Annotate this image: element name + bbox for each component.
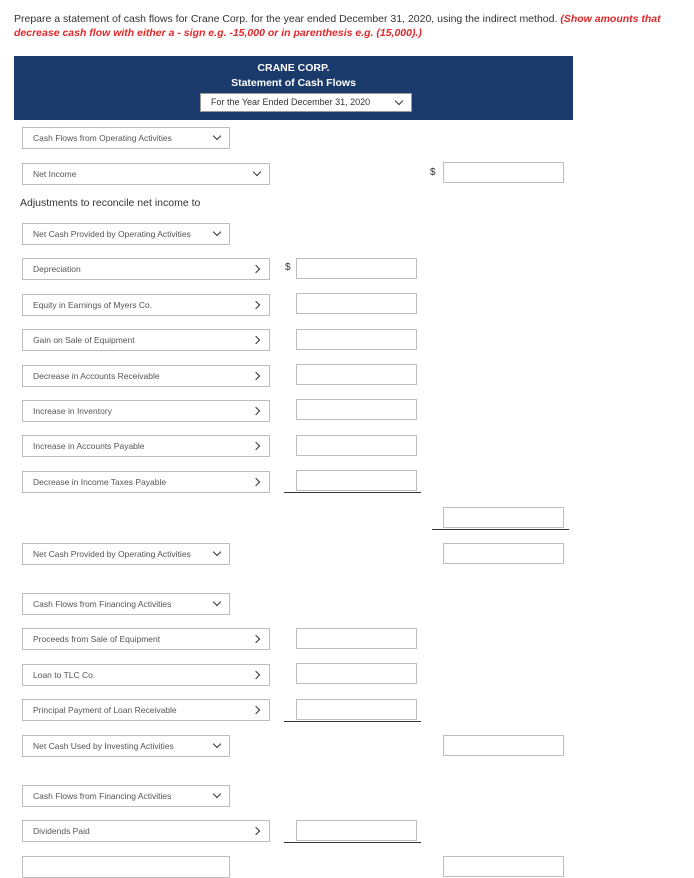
increase-ap-amount-input[interactable] bbox=[296, 435, 417, 456]
chevron-right-icon bbox=[252, 827, 260, 835]
select-value: Principal Payment of Loan Receivable bbox=[33, 705, 177, 715]
dividends-paid-amount-input[interactable] bbox=[296, 820, 417, 841]
proceeds-sale-equipment-select[interactable] bbox=[22, 628, 270, 650]
increase-inventory-amount-input[interactable] bbox=[296, 399, 417, 420]
net-cash-operating-amount-input[interactable] bbox=[443, 543, 564, 564]
select-value: Net Cash Provided by Operating Activities bbox=[33, 549, 191, 559]
subtotal-underline bbox=[284, 492, 421, 493]
instructions bbox=[14, 12, 674, 40]
decrease-ar-amount-input[interactable] bbox=[296, 364, 417, 385]
chevron-down-icon bbox=[213, 598, 221, 606]
increase-inventory-select[interactable] bbox=[22, 400, 270, 422]
select-value: Equity in Earnings of Myers Co. bbox=[33, 300, 153, 310]
period-select-value: For the Year Ended December 31, 2020 bbox=[211, 97, 371, 107]
dividends-paid-select[interactable] bbox=[22, 820, 270, 842]
select-value: Proceeds from Sale of Equipment bbox=[33, 634, 161, 644]
select-value: Increase in Inventory bbox=[33, 406, 112, 416]
chevron-right-icon bbox=[252, 407, 260, 415]
next-row-select[interactable] bbox=[22, 856, 230, 878]
next-row-amount-input[interactable] bbox=[443, 856, 564, 877]
loan-tlc-select[interactable] bbox=[22, 664, 270, 686]
select-value: Net Cash Provided by Operating Activities bbox=[33, 229, 191, 239]
equity-earnings-amount-input[interactable] bbox=[296, 293, 417, 314]
select-value: Decrease in Accounts Receivable bbox=[33, 371, 160, 381]
dollar-sign: $ bbox=[430, 167, 436, 178]
adjustments-total-input[interactable] bbox=[443, 507, 564, 528]
gain-sale-equipment-select[interactable] bbox=[22, 329, 270, 351]
chevron-right-icon bbox=[252, 478, 260, 486]
chevron-right-icon bbox=[252, 372, 260, 380]
principal-payment-select[interactable] bbox=[22, 699, 270, 721]
dollar-sign: $ bbox=[285, 262, 291, 273]
net-cash-provided-operating-total-select[interactable] bbox=[22, 543, 230, 565]
subtotal-underline bbox=[284, 721, 421, 722]
cf-financing-heading-1-select[interactable] bbox=[22, 593, 230, 615]
chevron-down-icon bbox=[395, 97, 403, 105]
cf-financing-heading-2-select[interactable] bbox=[22, 785, 230, 807]
depreciation-amount-input[interactable] bbox=[296, 258, 417, 279]
total-underline bbox=[432, 529, 569, 530]
select-value: Depreciation bbox=[33, 264, 81, 274]
net-cash-provided-operating-sub-select[interactable] bbox=[22, 223, 230, 245]
select-value: Cash Flows from Operating Activities bbox=[33, 133, 172, 143]
select-value: Cash Flows from Financing Activities bbox=[33, 599, 172, 609]
statement-title: Statement of Cash Flows bbox=[231, 77, 356, 89]
instructions-note: (Show amounts that decrease cash flow with either a - sign e.g. -15,000 or in parenthesis e.g. (15,000).) bbox=[14, 13, 661, 39]
subtotal-underline bbox=[284, 842, 421, 843]
instructions-main: Prepare a statement of cash flows for Crane Corp. for the year ended December 31, 2020, using the indirect method. bbox=[14, 13, 558, 25]
select-value: Gain on Sale of Equipment bbox=[33, 335, 135, 345]
company-name: CRANE CORP. bbox=[257, 62, 330, 74]
select-value: Decrease in Income Taxes Payable bbox=[33, 477, 167, 487]
decrease-ar-select[interactable] bbox=[22, 365, 270, 387]
gain-sale-equipment-amount-input[interactable] bbox=[296, 329, 417, 350]
equity-earnings-select[interactable] bbox=[22, 294, 270, 316]
chevron-right-icon bbox=[252, 336, 260, 344]
chevron-right-icon bbox=[252, 442, 260, 450]
increase-ap-select[interactable] bbox=[22, 435, 270, 457]
net-cash-investing-amount-input[interactable] bbox=[443, 735, 564, 756]
chevron-down-icon bbox=[213, 548, 221, 556]
select-value: Net Cash Used by Investing Activities bbox=[33, 741, 174, 751]
chevron-right-icon bbox=[252, 635, 260, 643]
select-value: Net Income bbox=[33, 169, 77, 179]
depreciation-select[interactable] bbox=[22, 258, 270, 280]
cf-operating-heading-select[interactable] bbox=[22, 127, 230, 149]
net-income-select[interactable] bbox=[22, 163, 270, 185]
select-value: Increase in Accounts Payable bbox=[33, 441, 145, 451]
chevron-right-icon bbox=[252, 265, 260, 273]
net-cash-investing-select[interactable] bbox=[22, 735, 230, 757]
chevron-down-icon bbox=[213, 228, 221, 236]
chevron-right-icon bbox=[252, 706, 260, 714]
decrease-taxes-payable-select[interactable] bbox=[22, 471, 270, 493]
select-value: Cash Flows from Financing Activities bbox=[33, 791, 172, 801]
select-value: Dividends Paid bbox=[33, 826, 90, 836]
decrease-taxes-payable-amount-input[interactable] bbox=[296, 470, 417, 491]
adjustments-label: Adjustments to reconcile net income to bbox=[20, 197, 201, 209]
principal-payment-amount-input[interactable] bbox=[296, 699, 417, 720]
chevron-down-icon bbox=[253, 168, 261, 176]
loan-tlc-amount-input[interactable] bbox=[296, 663, 417, 684]
statement-header bbox=[14, 56, 573, 120]
chevron-right-icon bbox=[252, 671, 260, 679]
chevron-down-icon bbox=[213, 132, 221, 140]
chevron-right-icon bbox=[252, 301, 260, 309]
period-select[interactable] bbox=[200, 93, 412, 112]
chevron-down-icon bbox=[213, 790, 221, 798]
proceeds-sale-equipment-amount-input[interactable] bbox=[296, 628, 417, 649]
select-value: Loan to TLC Co. bbox=[33, 670, 96, 680]
net-income-amount-input[interactable] bbox=[443, 162, 564, 183]
chevron-down-icon bbox=[213, 740, 221, 748]
